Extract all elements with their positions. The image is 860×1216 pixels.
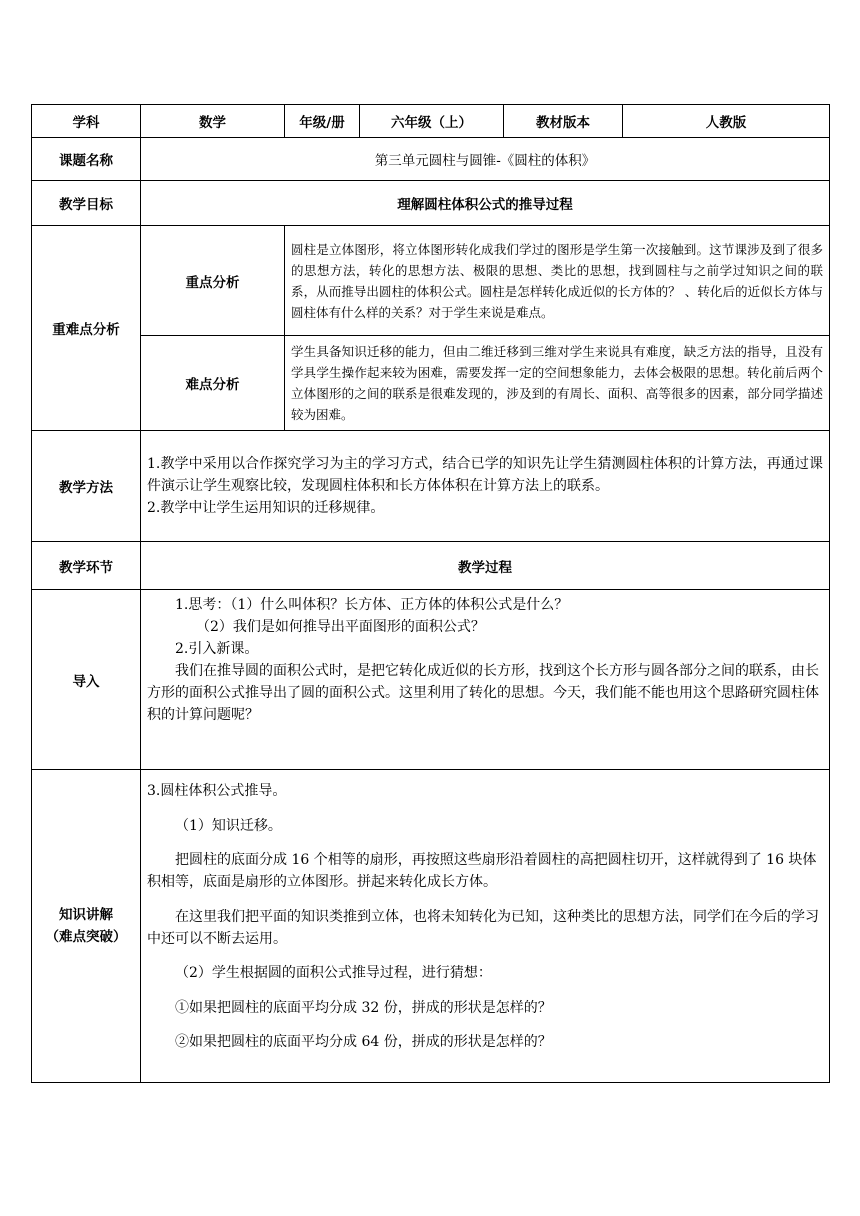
knowledge-paragraph-3: 把圆柱的底面分成 16 个相等的扇形，再按照这些扇形沿着圆柱的高把圆柱切开，这样就得到了 16 块体积相等，底面是扇形的立体图形。拼起来转化成长方体。 bbox=[147, 852, 817, 890]
knowledge-paragraph-5: （2）学生根据圆的面积公式推导过程，进行猜想： bbox=[175, 965, 492, 981]
method-line-1: 1.教学中采用以合作探究学习为主的学习方式，结合已学的知识先让学生猜测圆柱体积的计算方法，再通过课件演示让学生观察比较，发现圆柱体积和长方体体积在计算方法上的联系。 bbox=[147, 456, 823, 494]
process-label: 教学环节 bbox=[32, 542, 141, 590]
difficult-analysis-label: 难点分析 bbox=[141, 336, 285, 431]
intro-row bbox=[32, 590, 830, 770]
method-line-2: 2.教学中让学生运用知识的迁移规律。 bbox=[147, 500, 385, 516]
lesson-plan-table bbox=[31, 104, 830, 1083]
goal-row bbox=[32, 181, 830, 226]
analysis-label: 重难点分析 bbox=[32, 226, 141, 431]
knowledge-content bbox=[141, 770, 830, 1083]
subject-label: 学科 bbox=[32, 105, 141, 138]
process-row bbox=[32, 542, 830, 590]
knowledge-row bbox=[32, 770, 830, 1083]
method-label: 教学方法 bbox=[32, 431, 141, 542]
intro-paragraph-4: 我们在推导圆的面积公式时，是把它转化成近似的长方形，找到这个长方形与圆各部分之间的联系，由长方形的面积公式推导出了圆的面积公式。这里利用了转化的思想。今天，我们能不能也用这个思路研究圆柱体积的计算问题呢？ bbox=[147, 663, 819, 723]
knowledge-paragraph-7: ②如果把圆柱的底面平均分成 64 份，拼成的形状是怎样的？ bbox=[175, 1034, 552, 1050]
topic-row bbox=[32, 138, 830, 181]
goal-value: 理解圆柱体积公式的推导过程 bbox=[141, 181, 830, 226]
knowledge-label bbox=[32, 770, 141, 1083]
intro-paragraph-3: 2.引入新课。 bbox=[175, 641, 259, 657]
grade-value: 六年级（上） bbox=[360, 105, 504, 138]
key-analysis-label: 重点分析 bbox=[141, 226, 285, 336]
intro-paragraph-1: 1.思考：（1）什么叫体积？长方体、正方体的体积公式是什么？ bbox=[175, 597, 569, 613]
intro-paragraph-2: （2）我们是如何推导出平面图形的面积公式？ bbox=[196, 619, 485, 635]
edition-value: 人教版 bbox=[623, 105, 830, 138]
process-value: 教学过程 bbox=[141, 542, 830, 590]
knowledge-label-line-1: 知识讲解 bbox=[59, 907, 113, 923]
key-analysis-row bbox=[32, 226, 830, 336]
method-text bbox=[141, 431, 830, 542]
knowledge-label-line-2: （难点突破） bbox=[45, 929, 127, 945]
topic-value: 第三单元圆柱与圆锥-《圆柱的体积》 bbox=[141, 138, 830, 181]
difficult-analysis-row bbox=[32, 336, 830, 431]
knowledge-paragraph-4: 在这里我们把平面的知识类推到立体，也将未知转化为已知，这种类比的思想方法，同学们在今后的学习中还可以不断去运用。 bbox=[147, 908, 819, 947]
subject-value: 数学 bbox=[141, 105, 285, 138]
goal-label: 教学目标 bbox=[32, 181, 141, 226]
difficult-analysis-text: 学生具备知识迁移的能力，但由二维迁移到三维对学生来说具有难度，缺乏方法的指导，且没有学具学生操作起来较为困难，需要发挥一定的空间想象能力，去体会极限的思想。转化前后两个立体图形的之间的联系是很难发现的，涉及到的有周长、面积、高等很多的因素，部分同学描述较为困难。 bbox=[285, 336, 830, 431]
header-row bbox=[32, 105, 830, 138]
intro-content bbox=[141, 590, 830, 770]
key-analysis-text: 圆柱是立体图形，将立体图形转化成我们学过的图形是学生第一次接触到。这节课涉及到了很多的思想方法，转化的思想方法、极限的思想、类比的思想，找到圆柱与之前学过知识之间的联系，从而推导出圆柱的体积公式。圆柱是怎样转化成近似的长方体的？ 、转化后的近似长方体与圆柱体有什么样的关系？对于学生来说是难点。 bbox=[285, 226, 830, 336]
intro-label: 导入 bbox=[32, 590, 141, 770]
knowledge-paragraph-2: （1）知识迁移。 bbox=[175, 817, 282, 834]
grade-label: 年级/册 bbox=[285, 105, 360, 138]
method-row bbox=[32, 431, 830, 542]
topic-label: 课题名称 bbox=[32, 138, 141, 181]
edition-label: 教材版本 bbox=[504, 105, 623, 138]
knowledge-paragraph-1: 3.圆柱体积公式推导。 bbox=[147, 783, 287, 799]
knowledge-paragraph-6: ①如果把圆柱的底面平均分成 32 份，拼成的形状是怎样的？ bbox=[175, 999, 552, 1016]
